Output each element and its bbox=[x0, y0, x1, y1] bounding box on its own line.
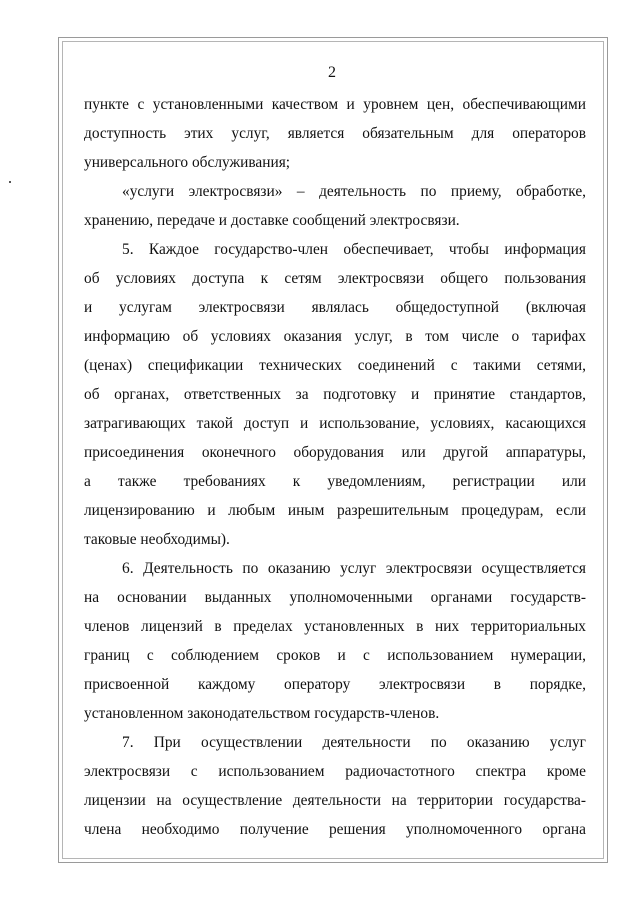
text-line: пункте с установленными качеством и уровнем цен, обеспечивающими bbox=[84, 96, 586, 113]
scan-speck bbox=[9, 181, 11, 183]
text-line: члена необходимо получение решения уполномоченного органа bbox=[84, 821, 586, 838]
text-line: 7. При осуществлении деятельности по оказанию услуг bbox=[122, 734, 586, 751]
text-line: 5. Каждое государство-член обеспечивает, чтобы информация bbox=[122, 241, 586, 258]
text-line: доступность этих услуг, является обязательным для операторов bbox=[84, 125, 586, 142]
page-number: 2 bbox=[328, 64, 336, 81]
text-line: информацию об условиях оказания услуг, в том числе о тарифах bbox=[84, 328, 586, 345]
text-line: а также требованиях к уведомлениям, регистрации или bbox=[84, 473, 586, 490]
text-line: границ с соблюдением сроков и с использованием нумерации, bbox=[84, 647, 586, 664]
text-line: на основании выданных уполномоченными органами государств- bbox=[84, 589, 586, 606]
text-line: об органах, ответственных за подготовку и принятие стандартов, bbox=[84, 386, 586, 403]
text-line: и услугам электросвязи являлась общедоступной (включая bbox=[84, 299, 586, 316]
text-line: лицензии на осуществление деятельности на территории государства- bbox=[84, 792, 586, 809]
text-line: членов лицензий в пределах установленных в них территориальных bbox=[84, 618, 586, 635]
text-line: таковые необходимы). bbox=[84, 531, 230, 548]
text-line: об условиях доступа к сетям электросвязи общего пользования bbox=[84, 270, 586, 287]
text-line: 6. Деятельность по оказанию услуг электросвязи осуществляется bbox=[122, 560, 586, 577]
text-line: установленном законодательством государств-членов. bbox=[84, 705, 440, 722]
text-line: присоединения оконечного оборудования или другой аппаратуры, bbox=[84, 444, 586, 461]
text-line: универсального обслуживания; bbox=[84, 154, 291, 171]
text-line: «услуги электросвязи» – деятельность по приему, обработке, bbox=[122, 183, 586, 200]
text-line: лицензированию и любым иным разрешительным процедурам, если bbox=[84, 502, 586, 519]
text-line: (ценах) спецификации технических соединений с такими сетями, bbox=[84, 357, 586, 374]
text-line: электросвязи с использованием радиочастотного спектра кроме bbox=[84, 763, 586, 780]
text-line: хранению, передаче и доставке сообщений электросвязи. bbox=[84, 212, 460, 229]
text-line: присвоенной каждому оператору электросвязи в порядке, bbox=[84, 676, 586, 693]
text-line: затрагивающих такой доступ и использование, условиях, касающихся bbox=[84, 415, 586, 432]
